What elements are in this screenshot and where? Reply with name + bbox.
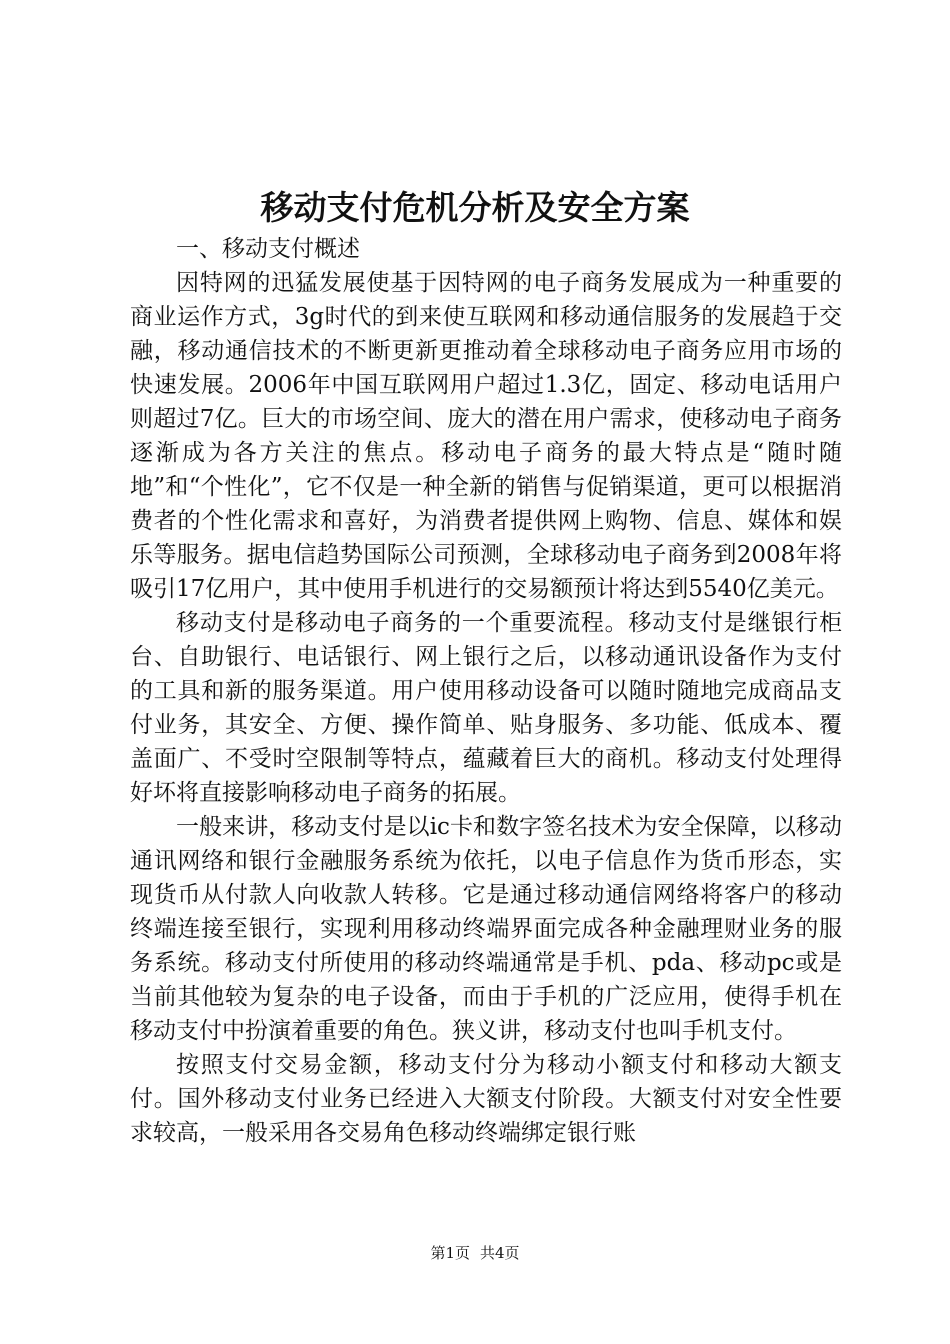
document-title: 移动支付危机分析及安全方案	[260, 188, 690, 227]
page-number: 第1页	[430, 1244, 470, 1262]
page-footer	[0, 1243, 950, 1263]
document-body	[130, 232, 842, 1150]
paragraph-2: 移动支付是移动电子商务的一个重要流程。移动支付是继银行柜台、自助银行、电话银行、网上银行之后，以移动通讯设备作为支付的工具和新的服务渠道。用户使用移动设备可以随时随地完成商品支付业务，其安全、方便、操作简单、贴身服务、多功能、低成本、覆盖面广、不受时空限制等特点，蕴藏着巨大的商机。移动支付处理得好坏将直接影响移动电子商务的拓展。	[130, 610, 842, 806]
page-total: 共4页	[480, 1244, 520, 1262]
section-heading: 一、移动支付概述	[176, 236, 360, 262]
paragraph-3: 一般来讲，移动支付是以ic卡和数字签名技术为安全保障，以移动通讯网络和银行金融服务系统为依托，以电子信息作为货币形态，实现货币从付款人向收款人转移。它是通过移动通信网络将客户的移动终端连接至银行，实现利用移动终端界面完成各种金融理财业务的服务系统。移动支付所使用的移动终端通常是手机、pda、移动pc或是当前其他较为复杂的电子设备，而由于手机的广泛应用，使得手机在移动支付中扮演着重要的角色。狭义讲，移动支付也叫手机支付。	[130, 814, 842, 1044]
paragraph-4: 按照支付交易金额，移动支付分为移动小额支付和移动大额支付。国外移动支付业务已经进入大额支付阶段。大额支付对安全性要求较高，一般采用各交易角色移动终端绑定银行账	[130, 1052, 842, 1146]
paragraph-1: 因特网的迅猛发展使基于因特网的电子商务发展成为一种重要的商业运作方式，3g时代的到来使互联网和移动通信服务的发展趋于交融，移动通信技术的不断更新更推动着全球移动电子商务应用市场的快速发展。2006年中国互联网用户超过1.3亿，固定、移动电话用户则超过7亿。巨大的市场空间、庞大的潜在用户需求，使移动电子商务逐渐成为各方关注的焦点。移动电子商务的最大特点是“随时随地”和“个性化”，它不仅是一种全新的销售与促销渠道，更可以根据消费者的个性化需求和喜好，为消费者提供网上购物、信息、媒体和娱乐等服务。据电信趋势国际公司预测，全球移动电子商务到2008年将吸引17亿用户，其中使用手机进行的交易额预计将达到5540亿美元。	[130, 270, 842, 602]
